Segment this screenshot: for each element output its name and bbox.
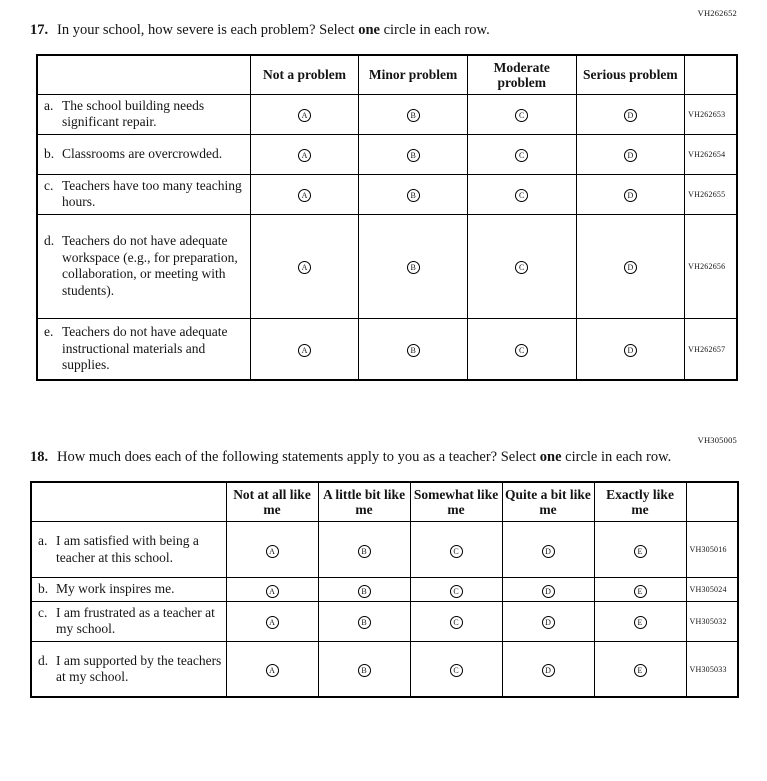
prompt-after: circle in each row.: [379, 22, 490, 38]
row-text: Teachers do not have adequate workspace (e.g., for preparation, collaboration, or meeting with students).: [62, 233, 238, 298]
empty-header-cell: [685, 55, 737, 95]
option-circle-d[interactable]: D: [624, 344, 637, 357]
option-circle-a[interactable]: A: [298, 109, 311, 122]
empty-header-cell: [686, 482, 738, 522]
option-cell: [250, 174, 359, 214]
row-label: [37, 94, 250, 134]
row-code: VH305033: [686, 641, 738, 697]
option-circle-d[interactable]: D: [624, 149, 637, 162]
row-label: [31, 641, 226, 697]
option-circle-b[interactable]: B: [407, 109, 420, 122]
option-circle-a[interactable]: A: [298, 189, 311, 202]
prompt-before: In your school, how severe is each problem? Select: [57, 22, 359, 38]
question-18-block: [30, 435, 739, 698]
question-number: 18.: [30, 449, 49, 466]
table-row: [37, 134, 737, 174]
option-circle-b[interactable]: B: [358, 545, 371, 558]
option-circle-c[interactable]: C: [515, 149, 528, 162]
table-row: [37, 214, 737, 318]
question-18-prompt: [30, 448, 739, 468]
option-cell: [359, 134, 468, 174]
row-letter: a.: [38, 533, 48, 549]
option-cell: [467, 134, 576, 174]
option-circle-b[interactable]: B: [358, 664, 371, 677]
option-circle-c[interactable]: C: [515, 261, 528, 274]
option-circle-a[interactable]: A: [298, 261, 311, 274]
option-circle-c[interactable]: C: [450, 664, 463, 677]
row-text: Teachers do not have adequate instructional materials and supplies.: [62, 324, 228, 373]
row-text: Teachers have too many teaching hours.: [62, 177, 242, 210]
question-17-code: VH262652: [697, 8, 737, 18]
row-label: [37, 134, 250, 174]
row-text: I am satisfied with being a teacher at this school.: [56, 533, 199, 565]
row-label: [37, 174, 250, 214]
option-circle-c[interactable]: C: [450, 616, 463, 629]
option-circle-d[interactable]: D: [542, 664, 555, 677]
option-circle-c[interactable]: C: [450, 545, 463, 558]
option-cell: [502, 578, 594, 601]
row-label: [31, 601, 226, 641]
option-cell: [318, 578, 410, 601]
option-cell: [576, 214, 685, 318]
row-letter: a.: [44, 97, 54, 113]
table-row: [37, 318, 737, 380]
option-cell: [576, 94, 685, 134]
row-letter: b.: [38, 581, 49, 597]
question-18-code: VH305005: [697, 435, 737, 446]
row-text: Classrooms are overcrowded.: [62, 146, 223, 162]
row-label: [31, 578, 226, 601]
row-label: [37, 214, 250, 318]
option-circle-a[interactable]: A: [266, 664, 279, 677]
table-row: [31, 601, 738, 641]
row-code: VH262653: [685, 94, 737, 134]
option-circle-b[interactable]: B: [407, 344, 420, 357]
option-circle-d[interactable]: D: [624, 109, 637, 122]
row-text: I am supported by the teachers at my school.: [56, 652, 222, 684]
option-cell: [576, 174, 685, 214]
column-header: Moderate problem: [467, 55, 576, 95]
option-circle-b[interactable]: B: [358, 616, 371, 629]
option-circle-a[interactable]: A: [298, 149, 311, 162]
option-circle-e[interactable]: E: [634, 664, 647, 677]
row-text: My work inspires me.: [56, 581, 175, 597]
row-label: [37, 318, 250, 380]
option-cell: [502, 522, 594, 578]
row-code: VH262655: [685, 174, 737, 214]
row-letter: d.: [44, 233, 55, 249]
row-letter: b.: [44, 146, 55, 162]
option-circle-b[interactable]: B: [407, 189, 420, 202]
column-header: Serious problem: [576, 55, 685, 95]
option-cell: [250, 94, 359, 134]
table-row: [37, 94, 737, 134]
option-cell: [594, 601, 686, 641]
option-cell: [410, 641, 502, 697]
row-letter: c.: [44, 177, 54, 193]
table-row: [31, 578, 738, 601]
question-17-table: [36, 54, 738, 382]
option-circle-e[interactable]: E: [634, 616, 647, 629]
option-circle-e[interactable]: E: [634, 545, 647, 558]
option-cell: [250, 134, 359, 174]
option-cell: [467, 174, 576, 214]
option-circle-b[interactable]: B: [407, 149, 420, 162]
option-cell: [359, 214, 468, 318]
option-cell: [250, 318, 359, 380]
row-code: VH305016: [686, 522, 738, 578]
option-circle-c[interactable]: C: [515, 189, 528, 202]
option-cell: [594, 641, 686, 697]
option-circle-d[interactable]: D: [624, 261, 637, 274]
option-cell: [467, 94, 576, 134]
option-circle-a[interactable]: A: [266, 545, 279, 558]
question-text: [57, 448, 707, 468]
empty-header-cell: [37, 55, 250, 95]
column-header: Somewhat like me: [410, 482, 502, 522]
option-cell: [226, 578, 318, 601]
prompt-after: circle in each row.: [561, 449, 672, 466]
option-circle-b[interactable]: B: [358, 585, 371, 598]
option-cell: [359, 174, 468, 214]
option-cell: [226, 641, 318, 697]
option-circle-c[interactable]: C: [515, 109, 528, 122]
option-cell: [410, 578, 502, 601]
option-cell: [318, 522, 410, 578]
option-circle-a[interactable]: A: [266, 585, 279, 598]
question-18-table: [30, 481, 739, 698]
row-label: [31, 522, 226, 578]
option-cell: [250, 214, 359, 318]
option-circle-d[interactable]: D: [542, 545, 555, 558]
table-row: [31, 522, 738, 578]
row-code: VH305024: [686, 578, 738, 601]
option-circle-e[interactable]: E: [634, 585, 647, 598]
column-header: Not a problem: [250, 55, 359, 95]
option-circle-d[interactable]: D: [624, 189, 637, 202]
option-cell: [502, 641, 594, 697]
option-cell: [226, 522, 318, 578]
option-cell: [359, 318, 468, 380]
row-text: I am frustrated as a teacher at my school.: [56, 604, 215, 637]
row-letter: d.: [38, 652, 49, 668]
option-cell: [594, 578, 686, 601]
column-header: Exactly like me: [594, 482, 686, 522]
option-cell: [410, 522, 502, 578]
prompt-before: How much does each of the following statements apply to you as a teacher? Select: [57, 449, 540, 466]
section-gap: [30, 381, 739, 435]
option-cell: [318, 641, 410, 697]
option-circle-d[interactable]: D: [542, 585, 555, 598]
option-cell: [594, 522, 686, 578]
option-circle-d[interactable]: D: [542, 616, 555, 629]
row-text: The school building needs significant repair.: [62, 97, 205, 130]
option-cell: [467, 318, 576, 380]
table-row: [31, 641, 738, 697]
option-cell: [576, 318, 685, 380]
row-code: VH262656: [685, 214, 737, 318]
column-header: Quite a bit like me: [502, 482, 594, 522]
column-header: Not at all like me: [226, 482, 318, 522]
header-row: [37, 55, 737, 95]
option-circle-b[interactable]: B: [407, 261, 420, 274]
column-header: A little bit like me: [318, 482, 410, 522]
option-cell: [467, 214, 576, 318]
row-code: VH262654: [685, 134, 737, 174]
row-letter: e.: [44, 324, 54, 340]
option-cell: [226, 601, 318, 641]
question-number: 17.: [30, 22, 49, 38]
prompt-bold-word: one: [358, 22, 380, 38]
option-circle-a[interactable]: A: [298, 344, 311, 357]
table-row: [37, 174, 737, 214]
prompt-bold-word: one: [539, 449, 562, 466]
option-cell: [410, 601, 502, 641]
question-17-block: [30, 8, 739, 381]
question-text: [57, 21, 707, 41]
row-code: VH262657: [685, 318, 737, 380]
question-17-prompt: [30, 21, 739, 41]
header-row: [31, 482, 738, 522]
option-cell: [576, 134, 685, 174]
option-circle-c[interactable]: C: [515, 344, 528, 357]
row-letter: c.: [38, 604, 48, 620]
column-header: Minor problem: [359, 55, 468, 95]
empty-header-cell: [31, 482, 226, 522]
option-circle-a[interactable]: A: [266, 616, 279, 629]
option-circle-c[interactable]: C: [450, 585, 463, 598]
row-code: VH305032: [686, 601, 738, 641]
option-cell: [318, 601, 410, 641]
option-cell: [359, 94, 468, 134]
option-cell: [502, 601, 594, 641]
